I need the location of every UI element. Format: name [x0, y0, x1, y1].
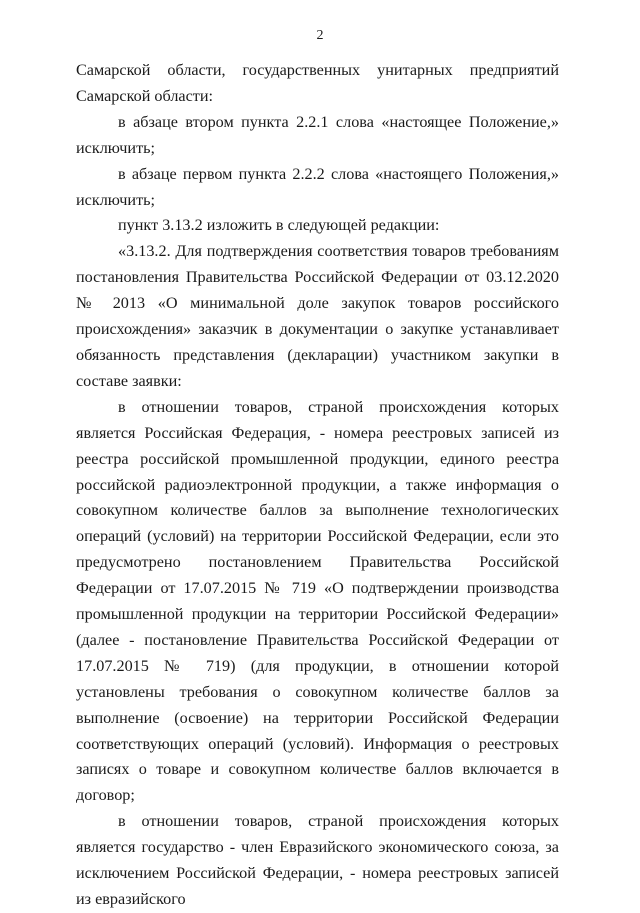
paragraph-item-3-13-2-lead: пункт 3.13.2 изложить в следующей редакции:	[118, 216, 440, 235]
paragraph-eaeu-goods: в отношении товаров, страной происхождения которых является государство - член Евразийского экономического союза, за исключением Российской Федерации, - номера реестровых записей из евразийского	[76, 812, 559, 908]
paragraph-intro: Самарской области, государственных унитарных предприятий Самарской области:	[76, 61, 559, 105]
paragraph-amend-2-2-1: в абзаце втором пункта 2.2.1 слова «настоящее Положение,» исключить;	[76, 112, 559, 157]
paragraph-amend-2-2-2: в абзаце первом пункта 2.2.2 слова «настоящего Положения,» исключить;	[76, 164, 559, 209]
page-number: 2	[316, 28, 324, 43]
paragraph-russian-goods: в отношении товаров, страной происхождения которых является Российская Федерация, - номера реестровых записей из реестра российской промышленной продукции, единого реестра российской радиоэлектронной продукции, а также информация о совокупном количестве баллов за выполнение технологических операций (условий) на территории Российской Федерации, если это предусмотрено постановлением Правительства Российской Федерации от 17.07.2015 № 719 «О подтверждении производства промышленной продукции на территории Российской Федерации» (далее - постановление Правительства Российской Федерации от 17.07.2015 № 719) (для продукции, в отношении которой установлены требования о совокупном количестве баллов за выполнение (освоение) на территории Российской Федерации соответствующих операций (условий). Информация о реестровых записях о товаре и совокупном количестве баллов включается в договор;	[76, 397, 559, 805]
document-body	[76, 58, 559, 913]
paragraph-item-3-13-2: «3.13.2. Для подтверждения соответствия товаров требованиям постановления Правительства Российской Федерации от 03.12.2020 № 2013 «О минимальной доле закупок товаров российского происхождения» заказчик в документации о закупке устанавливает обязанность представления (декларации) участником закупки в составе заявки:	[76, 242, 559, 390]
